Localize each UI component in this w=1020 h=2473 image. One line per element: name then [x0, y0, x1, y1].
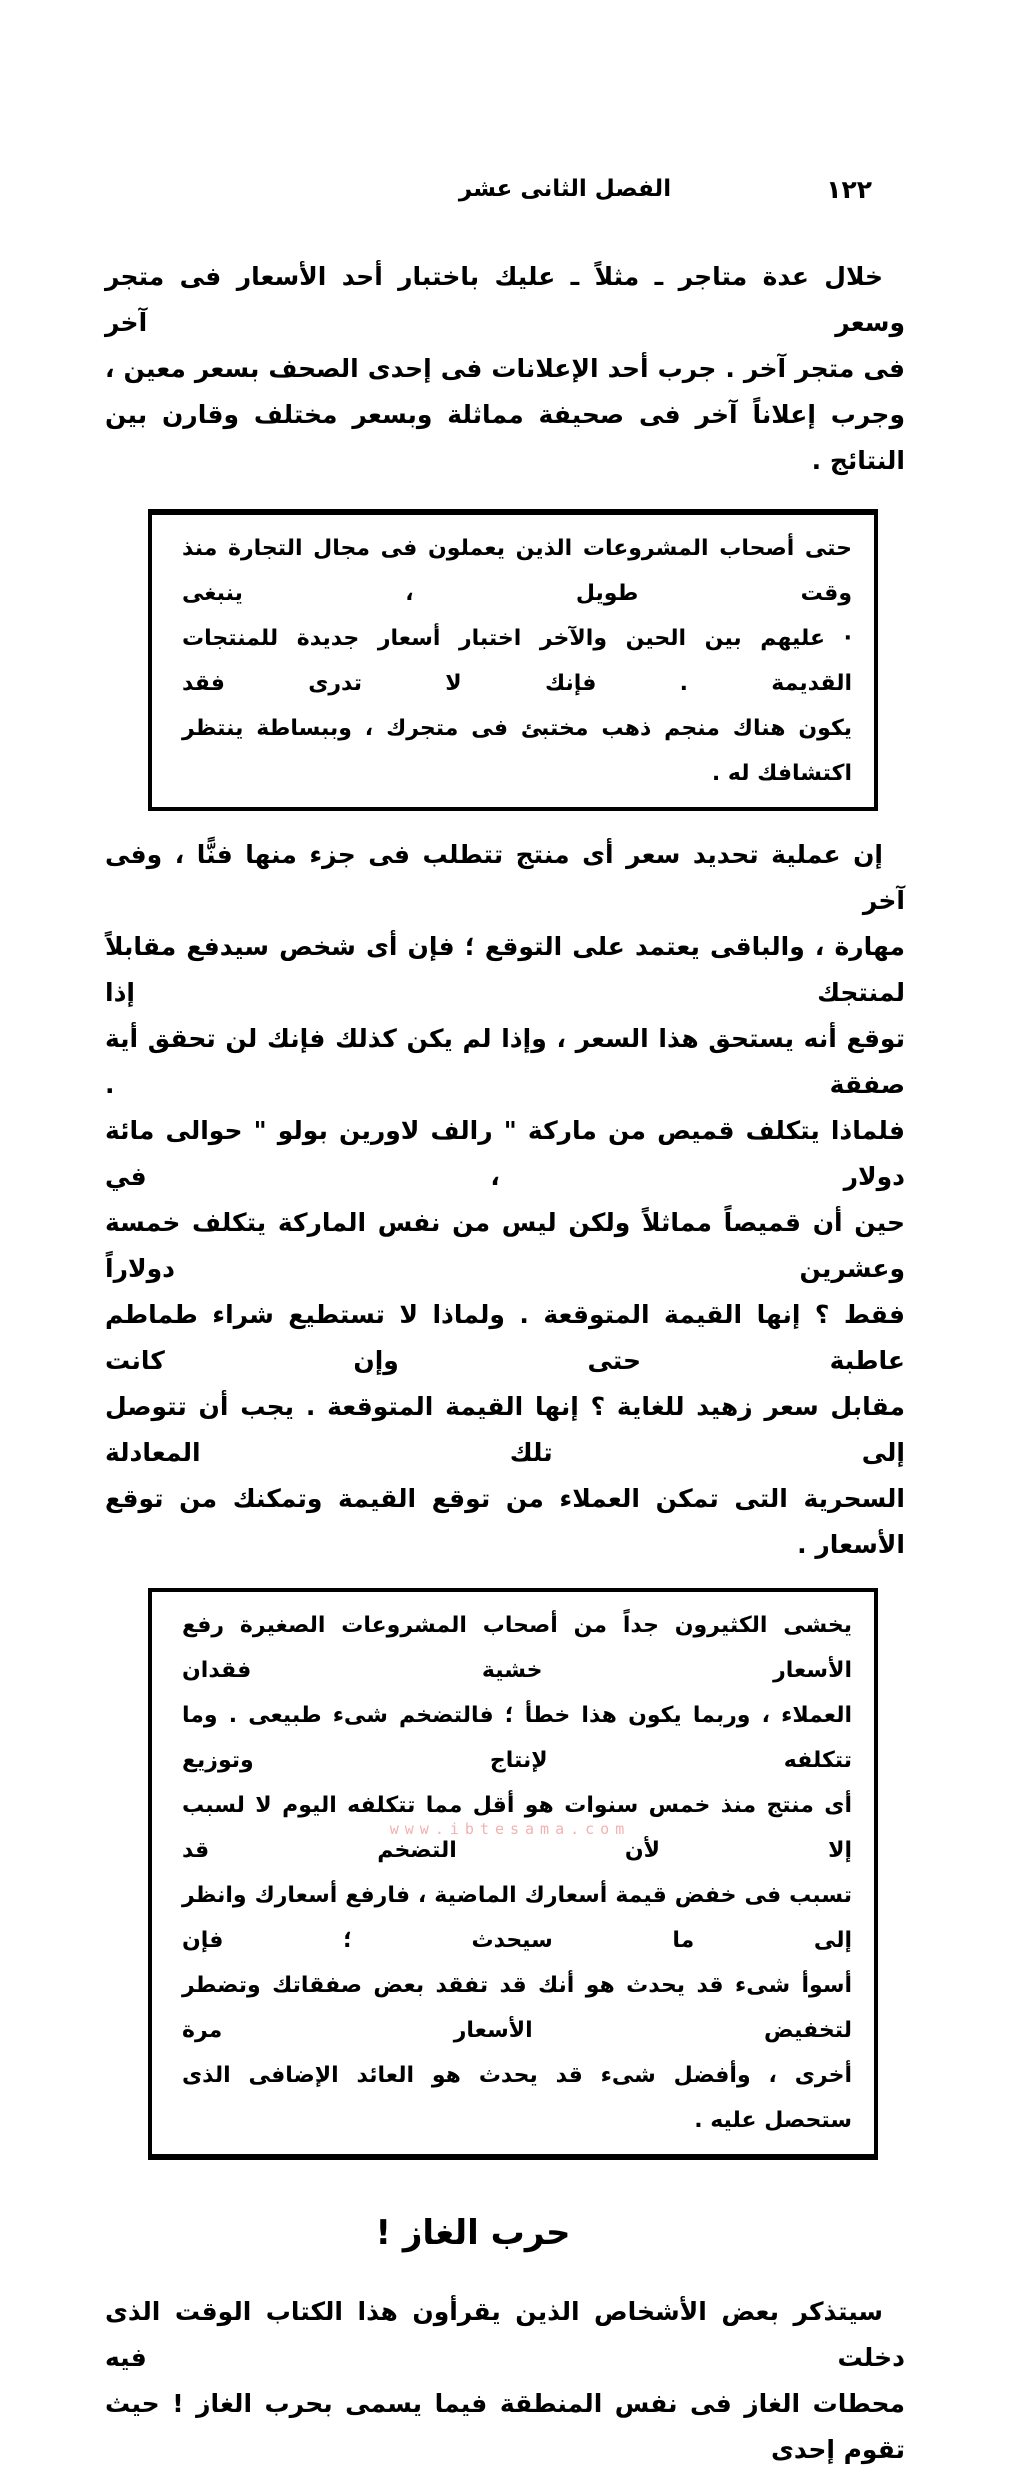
text-line: أخرى ، وأفضل شىء قد يحدث هو العائد الإضافى الذى ستحصل عليه . [182, 2063, 852, 2133]
paragraph-gas-war [105, 2289, 905, 2473]
text-line: السحرية التى تمكن العملاء من توقع القيمة وتمكنك من توقع الأسعار . [105, 1484, 905, 1559]
text-line: وجرب إعلاناً آخر فى صحيفة مماثلة وبسعر مختلف وقارن بين النتائج . [105, 400, 905, 475]
text-line: يكون هناك منجم ذهب مختبئ فى متجرك ، وببساطة ينتظر اكتشافك له . [182, 716, 852, 786]
text-line: محطات الغاز فى نفس المنطقة فيما يسمى بحرب الغاز ! حيث تقوم إحدى [105, 2389, 905, 2464]
text-line: · عليهم بين الحين والآخر اختبار أسعار جديدة للمنتجات القديمة . فإنك لا تدرى فقد [182, 626, 852, 696]
text-line: العملاء ، وربما يكون هذا خطأ ؛ فالتضخم شىء طبيعى . وما تتكلفه لإنتاج وتوزيع [182, 1703, 852, 1773]
text-line: فى متجر آخر . جرب أحد الإعلانات فى إحدى الصحف بسعر معين ، [105, 354, 905, 383]
section-heading: حرب الغاز ! [375, 2213, 571, 2253]
text-line: خلال عدة متاجر ـ مثلاً ـ عليك باختبار أحد الأسعار فى متجر وسعر آخر [105, 262, 905, 337]
chapter-title: الفصل الثانى عشر [458, 176, 672, 202]
text-line: حتى أصحاب المشروعات الذين يعملون فى مجال التجارة منذ وقت طويل ، ينبغى [182, 536, 852, 606]
text-line: تسبب فى خفض قيمة أسعارك الماضية ، فارفع أسعارك وانظر إلى ما سيحدث ؛ فإن [182, 1883, 852, 1953]
paragraph-pricing [105, 832, 905, 1568]
text-line: أسوأ شىء قد يحدث هو أنك قد تفقد بعض صفقاتك وتضطر لتخفيض الأسعار مرة [182, 1973, 852, 2043]
page-header [0, 174, 1020, 206]
text-column [105, 254, 905, 2473]
text-line: مهارة ، والباقى يعتمد على التوقع ؛ فإن أى شخص سيدفع مقابلاً لمنتجك إذا [105, 932, 905, 1007]
page-number: ١٢٢ [826, 175, 872, 204]
book-page [0, 174, 1020, 2464]
text-line: فقط ؟ إنها القيمة المتوقعة . ولماذا لا تستطيع شراء طماطم عاطبة حتى وإن كانت [105, 1300, 905, 1375]
text-line: مقابل سعر زهيد للغاية ؟ إنها القيمة المتوقعة . يجب أن تتوصل إلى تلك المعادلة [105, 1392, 905, 1467]
text-line: حين أن قميصاً مماثلاً ولكن ليس من نفس الماركة يتكلف خمسة وعشرين دولاراً [105, 1208, 905, 1283]
text-line: سيتذكر بعض الأشخاص الذين يقرأون هذا الكتاب الوقت الذى دخلت فيه [105, 2297, 905, 2372]
text-line: إن عملية تحديد سعر أى منتج تتطلب فى جزء منها فنًّا ، وفى آخر [105, 840, 905, 915]
watermark: www.ibtesama.com [389, 1820, 631, 1838]
paragraph-intro [105, 254, 905, 484]
text-line: يخشى الكثيرون جداً من أصحاب المشروعات الصغيرة رفع الأسعار خشية فقدان [182, 1613, 852, 1683]
text-line: توقع أنه يستحق هذا السعر ، وإذا لم يكن كذلك فإنك لن تحقق أية صفقة . [105, 1024, 905, 1099]
text-line: أى منتج منذ خمس سنوات هو أقل مما تتكلفه اليوم لا لسبب إلا لأن التضخم قد [182, 1793, 852, 1863]
boxed-note-1 [148, 509, 878, 811]
text-line: فلماذا يتكلف قميص من ماركة " رالف لاورين بولو " حوالى مائة دولار ، في [105, 1116, 905, 1191]
boxed-note-2 [148, 1588, 878, 2160]
